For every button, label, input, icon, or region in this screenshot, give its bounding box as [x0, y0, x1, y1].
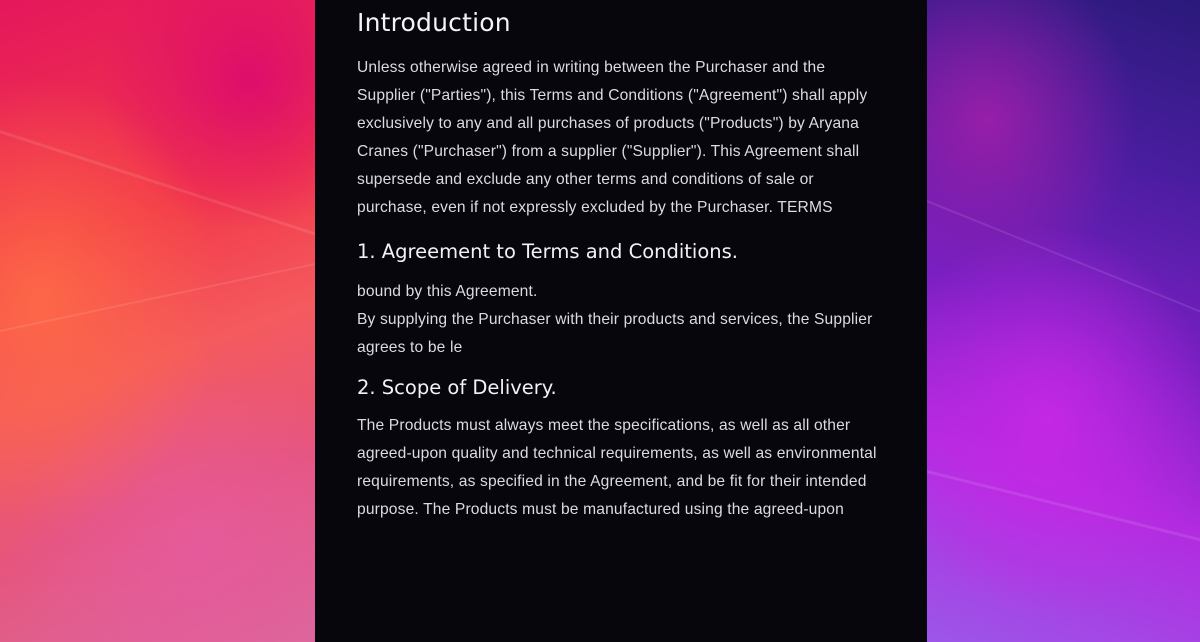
document-panel[interactable]	[315, 0, 927, 642]
wallpaper-light-streak	[926, 470, 1200, 550]
section-heading-agreement: 1. Agreement to Terms and Conditions.	[357, 240, 738, 263]
wallpaper-light-streak	[0, 255, 353, 332]
desktop-wallpaper-right	[927, 0, 1200, 642]
wallpaper-light-streak	[926, 200, 1200, 322]
document-title: Introduction	[357, 8, 511, 37]
wallpaper-light-streak	[0, 130, 342, 244]
section-scope-body: The Products must always meet the specifications, as well as all other agreed-upon quality and technical requirements, as well as environmental requirements, as specified in the Agreement, and be fit for their intended purpose. The Products must be manufactured using the agreed-upon	[357, 417, 877, 518]
section-agreement-line: bound by this Agreement.	[357, 283, 538, 300]
section-heading-scope: 2. Scope of Delivery.	[357, 376, 557, 399]
desktop-wallpaper-left	[0, 0, 315, 642]
section-agreement-body: By supplying the Purchaser with their products and services, the Supplier agrees to be le	[357, 311, 873, 356]
intro-paragraph: Unless otherwise agreed in writing between the Purchaser and the Supplier ("Parties"), this Terms and Conditions ("Agreement") shall apply exclusively to any and all purchases of products ("Products") by Aryana Cranes ("Purchaser") from a supplier ("Supplier"). This Agreement shall supersede and exclude any other terms and conditions of sale or purchase, even if not expressly excluded by the Purchaser. TERMS	[357, 59, 868, 216]
